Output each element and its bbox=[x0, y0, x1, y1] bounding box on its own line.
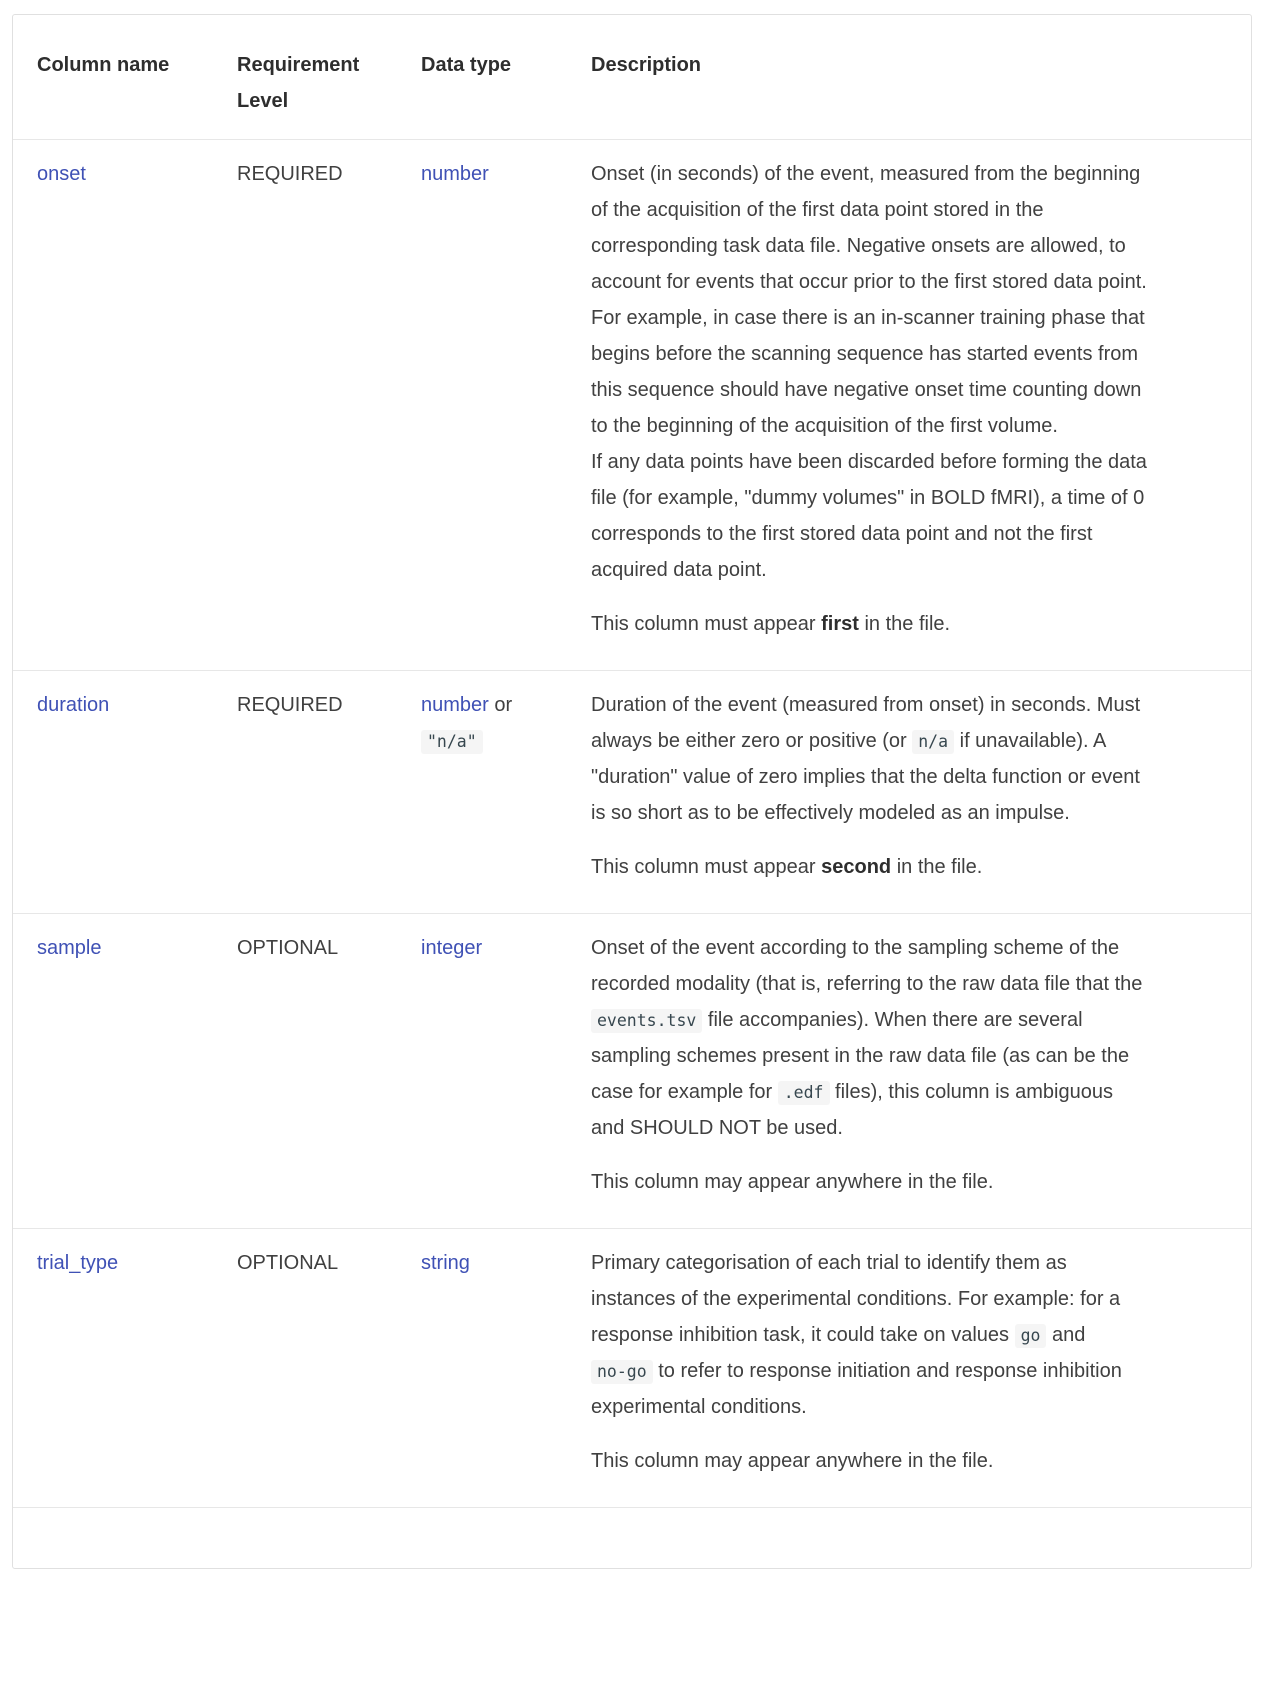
description-cell bbox=[567, 139, 1251, 670]
text-segment: Primary categorisation of each trial to identify them as instances of the experimental conditions. For example: for a response inhibition task, it could take on values bbox=[591, 1252, 1121, 1346]
datatype-link[interactable]: integer bbox=[421, 937, 483, 959]
data-type-cell bbox=[397, 139, 567, 670]
requirement-level: REQUIRED bbox=[237, 694, 343, 716]
inline-code: events.tsv bbox=[591, 1009, 702, 1033]
text-segment: This column must appear bbox=[591, 856, 822, 878]
inline-code: "n/a" bbox=[421, 730, 483, 754]
data-type-cell bbox=[397, 670, 567, 913]
header-data-type: Data type bbox=[421, 54, 512, 76]
datatype-link[interactable]: string bbox=[421, 1252, 470, 1274]
text-segment: Onset of the event according to the sampling scheme of the recorded modality (that is, referring to the raw data file that the bbox=[591, 937, 1143, 995]
column-name-cell bbox=[13, 1228, 213, 1507]
inline-code: n/a bbox=[912, 730, 954, 754]
text-segment: if unavailable). A "duration" value of zero implies that the delta function or event is so short as to be effectively modeled as an impulse. bbox=[591, 730, 1140, 824]
bold-text: first bbox=[821, 613, 859, 635]
description-paragraph bbox=[591, 1245, 1147, 1425]
text-segment: and bbox=[1046, 1324, 1086, 1346]
column-name-cell bbox=[13, 139, 213, 670]
requirement-level-cell bbox=[213, 139, 397, 670]
description-paragraph bbox=[591, 606, 1147, 642]
text-segment: or bbox=[488, 694, 513, 716]
columns-spec-table-wrapper bbox=[12, 14, 1250, 1569]
table-header bbox=[13, 15, 1251, 139]
text-segment: If any data points have been discarded before forming the data file (for example, "dummy volumes" in BOLD fMRI), a time of 0 corresponds to the first stored data point and not the first acquired data point. bbox=[591, 451, 1147, 581]
requirement-level: OPTIONAL bbox=[237, 937, 339, 959]
bold-text: second bbox=[821, 856, 892, 878]
table-row-partial bbox=[13, 1507, 1251, 1568]
inline-code: go bbox=[1015, 1324, 1047, 1348]
column-name-link[interactable]: trial_type bbox=[37, 1252, 119, 1274]
table-row bbox=[13, 670, 1251, 913]
requirement-level-cell bbox=[213, 1228, 397, 1507]
column-name-link[interactable]: sample bbox=[37, 937, 102, 959]
table-row bbox=[13, 913, 1251, 1228]
text-segment: This column may appear anywhere in the file. bbox=[591, 1450, 994, 1472]
column-name-link[interactable]: duration bbox=[37, 694, 110, 716]
description-cell bbox=[567, 670, 1251, 913]
inline-code: .edf bbox=[778, 1081, 830, 1105]
header-description: Description bbox=[591, 54, 702, 76]
inline-code: no-go bbox=[591, 1360, 653, 1384]
column-name-cell bbox=[13, 670, 213, 913]
table-body bbox=[13, 139, 1251, 1568]
text-segment: to refer to response initiation and response inhibition experimental conditions. bbox=[591, 1360, 1122, 1418]
datatype-link[interactable]: number bbox=[421, 163, 489, 185]
requirement-level-cell bbox=[213, 913, 397, 1228]
requirement-level: OPTIONAL bbox=[237, 1252, 339, 1274]
text-segment: in the file. bbox=[858, 613, 951, 635]
header-column-name: Column name bbox=[37, 54, 170, 76]
text-segment: Duration of the event (measured from onset) in seconds. Must always be either zero or positive (or bbox=[591, 694, 1141, 752]
columns-spec-table bbox=[12, 14, 1252, 1569]
partial-row-cell bbox=[13, 1507, 1251, 1568]
text-segment: This column must appear bbox=[591, 613, 822, 635]
text-segment: Onset (in seconds) of the event, measured from the beginning of the acquisition of the first data point stored in the corresponding task data file. Negative onsets are allowed, to account for events that occur prior to the first stored data point. For example, in case there is an in-scanner training phase that begins before the scanning sequence has started events from this sequence should have negative onset time counting down to the beginning of the acquisition of the first volume. bbox=[591, 163, 1147, 437]
data-type-cell bbox=[397, 913, 567, 1228]
requirement-level-cell bbox=[213, 670, 397, 913]
text-segment: This column may appear anywhere in the file. bbox=[591, 1171, 994, 1193]
text-segment: in the file. bbox=[891, 856, 983, 878]
data-type-cell bbox=[397, 1228, 567, 1507]
column-name-cell bbox=[13, 913, 213, 1228]
description-cell bbox=[567, 913, 1251, 1228]
table-row bbox=[13, 139, 1251, 670]
column-name-link[interactable]: onset bbox=[37, 163, 86, 185]
text-segment: files), this column is ambiguous and SHOULD NOT be used. bbox=[591, 1081, 1113, 1139]
description-cell bbox=[567, 1228, 1251, 1507]
description-paragraph bbox=[591, 930, 1147, 1146]
requirement-level: REQUIRED bbox=[237, 163, 343, 185]
datatype-link[interactable]: number bbox=[421, 694, 489, 716]
description-paragraph bbox=[591, 156, 1147, 588]
description-paragraph bbox=[591, 1164, 1147, 1200]
header-requirement-level: Requirement Level bbox=[237, 54, 360, 112]
description-paragraph bbox=[591, 1443, 1147, 1479]
description-paragraph bbox=[591, 687, 1147, 831]
description-paragraph bbox=[591, 849, 1147, 885]
text-segment: file accompanies). When there are several sampling schemes present in the raw data file (as can be the case for example for bbox=[591, 1009, 1130, 1103]
table-row bbox=[13, 1228, 1251, 1507]
table-header-row bbox=[13, 15, 1251, 139]
